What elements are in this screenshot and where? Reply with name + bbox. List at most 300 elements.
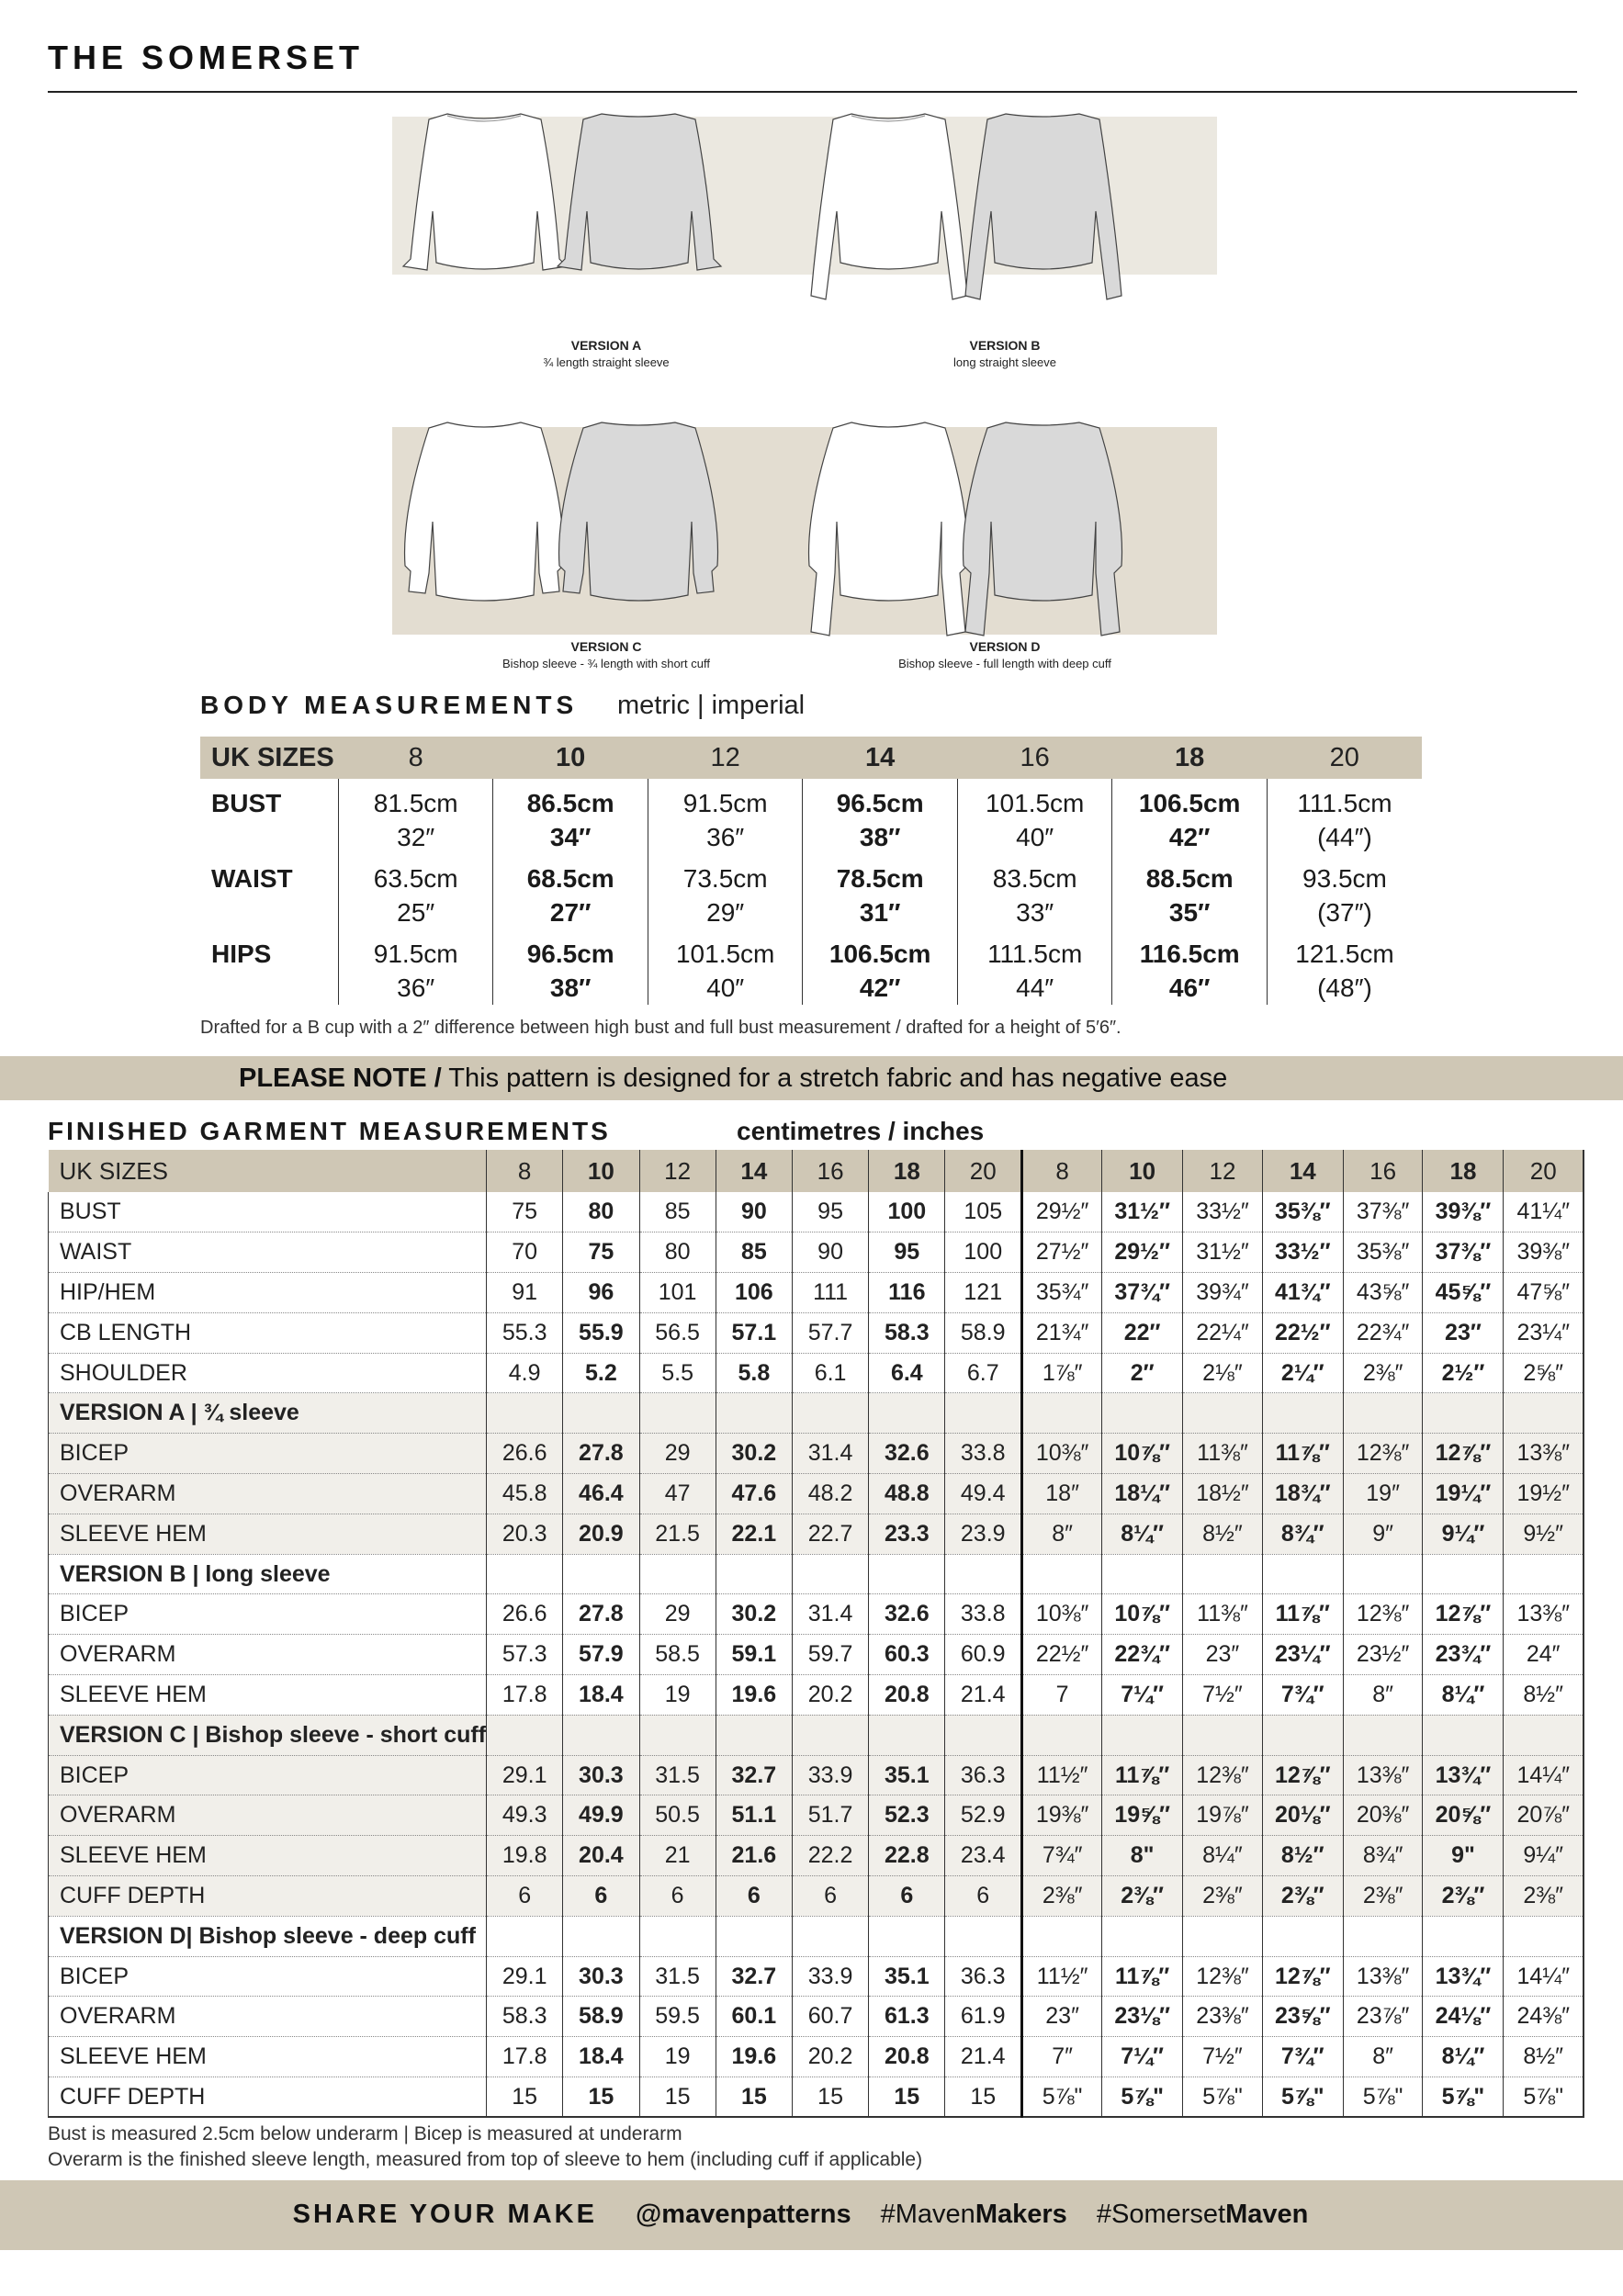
empty-cell: [639, 1916, 716, 1956]
inch-value: 2⅜″: [1504, 1876, 1584, 1917]
inch-value: 39⅜″: [1504, 1232, 1584, 1273]
inch-value: 12⅞″: [1262, 1755, 1343, 1795]
empty-cell: [563, 1554, 639, 1594]
inch-value: 2⅜″: [1183, 1876, 1263, 1917]
empty-cell: [1102, 1715, 1183, 1755]
header-cell: 14: [716, 1150, 792, 1192]
cm-value: 80: [639, 1232, 716, 1273]
inch-value: 39¾″: [1183, 1273, 1263, 1313]
cm-value: 15: [563, 2077, 639, 2118]
section-title: VERSION A | ¾ sleeve: [49, 1393, 487, 1434]
cm-value: 5.8: [716, 1353, 792, 1393]
table-header-row: [49, 1150, 1584, 1192]
empty-cell: [563, 1916, 639, 1956]
cm-value: 60.9: [945, 1635, 1022, 1675]
cm-value: 6: [716, 1876, 792, 1917]
inch-value: 45⅝″: [1423, 1273, 1504, 1313]
inch-value: 10⅜″: [1022, 1434, 1102, 1474]
inch-value: 41¾″: [1262, 1273, 1343, 1313]
please-note-label: PLEASE NOTE /: [239, 1064, 442, 1093]
table-row: [49, 1836, 1584, 1876]
empty-cell: [1423, 1916, 1504, 1956]
cm-value: 30.3: [563, 1956, 639, 1997]
cm-value: 57.7: [792, 1312, 868, 1353]
cm-value: 58.3: [487, 1997, 563, 2037]
cm-value: 36.3: [945, 1755, 1022, 1795]
cm-value: 58.9: [945, 1312, 1022, 1353]
cm-value: 19.6: [716, 1675, 792, 1716]
empty-cell: [1183, 1715, 1263, 1755]
imperial-value: (37″): [1317, 898, 1372, 927]
inch-value: 2⅝″: [1504, 1353, 1584, 1393]
empty-cell: [1504, 1715, 1584, 1755]
cm-value: 49.3: [487, 1795, 563, 1836]
cm-value: 23.3: [869, 1514, 945, 1554]
imperial-value: 31″: [859, 898, 901, 927]
section-header-row: [49, 1393, 1584, 1434]
cm-value: 5.2: [563, 1353, 639, 1393]
empty-cell: [1262, 1554, 1343, 1594]
inch-value: 13¾″: [1423, 1755, 1504, 1795]
cm-value: 29.1: [487, 1956, 563, 1997]
metric-value: 121.5cm: [1295, 940, 1394, 968]
inch-value: 8″: [1343, 1675, 1423, 1716]
cm-value: 20.8: [869, 2037, 945, 2077]
cm-value: 15: [945, 2077, 1022, 2118]
row-label: BICEP: [49, 1755, 487, 1795]
inch-value: 41¼″: [1504, 1192, 1584, 1232]
header-cell: 18: [1112, 737, 1268, 779]
cm-value: 57.3: [487, 1635, 563, 1675]
empty-cell: [1183, 1554, 1263, 1594]
table-row: [49, 1635, 1584, 1675]
inch-value: 5⅞": [1343, 2077, 1423, 2118]
inch-value: 22″: [1102, 1312, 1183, 1353]
table-row: [49, 1192, 1584, 1232]
inch-value: 11⅞″: [1262, 1594, 1343, 1635]
inch-value: 13⅜″: [1343, 1755, 1423, 1795]
inch-value: 23¼″: [1504, 1312, 1584, 1353]
metric-value: 106.5cm: [1138, 789, 1241, 817]
cm-value: 27.8: [563, 1434, 639, 1474]
inch-value: 20⅞″: [1504, 1795, 1584, 1836]
empty-cell: [869, 1715, 945, 1755]
imperial-value: 32″: [397, 823, 435, 851]
inch-value: 35⅜″: [1343, 1232, 1423, 1273]
cm-value: 6.1: [792, 1353, 868, 1393]
metric-value: 91.5cm: [682, 789, 768, 817]
cm-value: 85: [639, 1192, 716, 1232]
cm-value: 19: [639, 2037, 716, 2077]
cm-value: 50.5: [639, 1795, 716, 1836]
finished-garment-heading: FINISHED GARMENT MEASUREMENTS: [48, 1117, 611, 1145]
header-cell: 10: [1102, 1150, 1183, 1192]
table-row: [49, 1474, 1584, 1514]
cm-value: 106: [716, 1273, 792, 1313]
metric-value: 111.5cm: [987, 940, 1083, 968]
metric-value: 83.5cm: [992, 864, 1077, 893]
row-label: CUFF DEPTH: [49, 2077, 487, 2118]
header-cell: 18: [869, 1150, 945, 1192]
inch-value: 8¼″: [1423, 2037, 1504, 2077]
header-cell: 16: [1343, 1150, 1423, 1192]
hashtag-somerset-maven: [1097, 2200, 1309, 2229]
cm-value: 47: [639, 1474, 716, 1514]
inch-value: 5⅞": [1102, 2077, 1183, 2118]
inch-value: 8½″: [1504, 2037, 1584, 2077]
cm-value: 96: [563, 1273, 639, 1313]
row-label: OVERARM: [49, 1635, 487, 1675]
cm-value: 46.4: [563, 1474, 639, 1514]
empty-cell: [1022, 1393, 1102, 1434]
cm-value: 33.9: [792, 1956, 868, 1997]
cm-value: 31.5: [639, 1755, 716, 1795]
share-your-make: SHARE YOUR MAKE: [292, 2200, 597, 2229]
version-d-label: [812, 637, 1198, 672]
cm-value: 70: [487, 1232, 563, 1273]
inch-value: 7¾″: [1022, 1836, 1102, 1876]
body-measurements-table: [200, 737, 1422, 1005]
cm-value: 27.8: [563, 1594, 639, 1635]
header-cell: 14: [1262, 1150, 1343, 1192]
empty-cell: [1423, 1715, 1504, 1755]
cm-value: 116: [869, 1273, 945, 1313]
inch-value: 11⅜″: [1183, 1594, 1263, 1635]
section-header-row: [49, 1715, 1584, 1755]
empty-cell: [1504, 1554, 1584, 1594]
table-row: [49, 1876, 1584, 1917]
cm-value: 20.2: [792, 2037, 868, 2077]
table-row: [49, 1273, 1584, 1313]
inch-value: 23″: [1183, 1635, 1263, 1675]
measurement-cell: [1267, 929, 1422, 1005]
cm-value: 58.3: [869, 1312, 945, 1353]
cm-value: 15: [716, 2077, 792, 2118]
cm-value: 6: [639, 1876, 716, 1917]
table-row: [49, 2077, 1584, 2118]
inch-value: 29½″: [1102, 1232, 1183, 1273]
section-header-row: [49, 1916, 1584, 1956]
empty-cell: [792, 1916, 868, 1956]
row-label: HIP/HEM: [49, 1273, 487, 1313]
inch-value: 7¼″: [1102, 2037, 1183, 2077]
inch-value: 13⅜″: [1504, 1434, 1584, 1474]
cm-value: 95: [792, 1192, 868, 1232]
inch-value: 18½″: [1183, 1474, 1263, 1514]
row-label: SLEEVE HEM: [49, 1514, 487, 1554]
cm-value: 90: [792, 1232, 868, 1273]
measurement-cell: [338, 779, 493, 854]
inch-value: 12⅞″: [1423, 1594, 1504, 1635]
inch-value: 22½″: [1022, 1635, 1102, 1675]
empty-cell: [869, 1554, 945, 1594]
empty-cell: [563, 1715, 639, 1755]
row-label: BICEP: [49, 1956, 487, 1997]
inch-value: 31½″: [1183, 1232, 1263, 1273]
inch-value: 14¼″: [1504, 1956, 1584, 1997]
cm-value: 6: [945, 1876, 1022, 1917]
empty-cell: [792, 1393, 868, 1434]
inch-value: 19⅜″: [1022, 1795, 1102, 1836]
cm-value: 33.9: [792, 1755, 868, 1795]
cm-value: 5.5: [639, 1353, 716, 1393]
please-note-body: This pattern is designed for a stretch fabric and has negative ease: [441, 1064, 1228, 1093]
cm-value: 61.9: [945, 1997, 1022, 2037]
instagram-handle: @mavenpatterns: [636, 2200, 851, 2229]
cm-value: 47.6: [716, 1474, 792, 1514]
cm-value: 33.8: [945, 1434, 1022, 1474]
inch-value: 24⅛″: [1423, 1997, 1504, 2037]
imperial-value: 27″: [549, 898, 592, 927]
cm-value: 60.3: [869, 1635, 945, 1675]
cm-value: 59.7: [792, 1635, 868, 1675]
cm-value: 21.4: [945, 1675, 1022, 1716]
imperial-value: 25″: [397, 898, 435, 927]
cm-value: 58.9: [563, 1997, 639, 2037]
inch-value: 8¾″: [1262, 1514, 1343, 1554]
garment-illustrations-ab: [392, 103, 1217, 342]
version-d-name: VERSION D: [969, 639, 1041, 654]
empty-cell: [869, 1916, 945, 1956]
row-label: BUST: [49, 1192, 487, 1232]
cm-value: 20.3: [487, 1514, 563, 1554]
inch-value: 23⅞″: [1343, 1997, 1423, 2037]
version-c-label: [413, 637, 799, 672]
cm-value: 100: [945, 1232, 1022, 1273]
cm-value: 6.7: [945, 1353, 1022, 1393]
garment-illustrations-cd: [392, 411, 1217, 650]
cm-value: 32.6: [869, 1594, 945, 1635]
header-cell: 12: [1183, 1150, 1263, 1192]
empty-cell: [1022, 1715, 1102, 1755]
inch-value: 1⅞″: [1022, 1353, 1102, 1393]
inch-value: 18″: [1022, 1474, 1102, 1514]
inch-value: 10⅜″: [1022, 1594, 1102, 1635]
cm-value: 20.9: [563, 1514, 639, 1554]
metric-value: 91.5cm: [373, 940, 458, 968]
empty-cell: [945, 1715, 1022, 1755]
empty-cell: [869, 1393, 945, 1434]
cm-value: 29: [639, 1434, 716, 1474]
imperial-value: 38″: [859, 823, 901, 851]
imperial-value: 36″: [706, 823, 745, 851]
empty-cell: [1183, 1916, 1263, 1956]
inch-value: 24″: [1504, 1635, 1584, 1675]
section-title: VERSION D| Bishop sleeve - deep cuff: [49, 1916, 487, 1956]
header-cell: 18: [1423, 1150, 1504, 1192]
inch-value: 8¼″: [1183, 1836, 1263, 1876]
inch-value: 21¾″: [1022, 1312, 1102, 1353]
measurement-cell: [493, 854, 648, 929]
cm-value: 6.4: [869, 1353, 945, 1393]
inch-value: 23″: [1022, 1997, 1102, 2037]
metric-value: 106.5cm: [828, 940, 931, 968]
imperial-value: 40″: [1016, 823, 1054, 851]
header-cell: 20: [945, 1150, 1022, 1192]
cm-value: 32.7: [716, 1755, 792, 1795]
version-a-label: [413, 336, 799, 371]
metric-value: 63.5cm: [373, 864, 458, 893]
section-title: VERSION C | Bishop sleeve - short cuff: [49, 1715, 487, 1755]
measurement-cell: [1267, 779, 1422, 854]
measurement-cell: [493, 929, 648, 1005]
inch-value: 10⅞″: [1102, 1594, 1183, 1635]
metric-value: 116.5cm: [1139, 940, 1240, 968]
version-d-desc: Bishop sleeve - full length with deep cuff: [898, 657, 1111, 670]
cm-value: 51.1: [716, 1795, 792, 1836]
inch-value: 9″: [1343, 1514, 1423, 1554]
metric-value: 101.5cm: [675, 940, 775, 968]
inch-value: 2¼″: [1262, 1353, 1343, 1393]
empty-cell: [1102, 1554, 1183, 1594]
row-label: WAIST: [211, 864, 293, 893]
row-label: WAIST: [49, 1232, 487, 1273]
cm-value: 36.3: [945, 1956, 1022, 1997]
hashtag-bold: Maven: [1225, 2200, 1309, 2229]
cm-value: 49.4: [945, 1474, 1022, 1514]
table-row: [49, 1312, 1584, 1353]
metric-value: 86.5cm: [526, 789, 614, 817]
measurement-cell: [1112, 929, 1268, 1005]
cm-value: 59.1: [716, 1635, 792, 1675]
cm-value: 15: [487, 2077, 563, 2118]
inch-value: 8¾″: [1343, 1836, 1423, 1876]
inch-value: 11⅞″: [1102, 1755, 1183, 1795]
cm-value: 30.2: [716, 1594, 792, 1635]
inch-value: 7¾″: [1262, 2037, 1343, 2077]
cm-value: 55.9: [563, 1312, 639, 1353]
inch-value: 8½″: [1183, 1514, 1263, 1554]
table-row: [200, 854, 1422, 929]
inch-value: 37¾″: [1102, 1273, 1183, 1313]
cm-value: 51.7: [792, 1795, 868, 1836]
imperial-value: (44″): [1317, 823, 1372, 851]
version-a-name: VERSION A: [570, 338, 642, 353]
inch-value: 7: [1022, 1675, 1102, 1716]
cm-value: 57.1: [716, 1312, 792, 1353]
cm-value: 60.7: [792, 1997, 868, 2037]
metric-value: 101.5cm: [985, 789, 1085, 817]
inch-value: 23″: [1423, 1312, 1504, 1353]
table-row: [49, 1594, 1584, 1635]
header-cell: 8: [338, 737, 493, 779]
inch-value: 29½″: [1022, 1192, 1102, 1232]
inch-value: 2″: [1102, 1353, 1183, 1393]
cm-value: 56.5: [639, 1312, 716, 1353]
cm-value: 35.1: [869, 1755, 945, 1795]
empty-cell: [1343, 1393, 1423, 1434]
empty-cell: [1262, 1393, 1343, 1434]
hashtag-maven-makers: [881, 2200, 1067, 2229]
row-label: SLEEVE HEM: [49, 1836, 487, 1876]
empty-cell: [1343, 1554, 1423, 1594]
cm-value: 19.6: [716, 2037, 792, 2077]
cm-value: 21.4: [945, 2037, 1022, 2077]
version-a-desc: ¾ length straight sleeve: [543, 355, 670, 369]
header-cell: 12: [648, 737, 803, 779]
measurement-cell: [338, 854, 493, 929]
inch-value: 2⅛″: [1183, 1353, 1263, 1393]
inch-value: 13⅜″: [1343, 1956, 1423, 1997]
measurement-cell: [1112, 854, 1268, 929]
measurement-cell: [803, 779, 958, 854]
inch-value: 19⅞″: [1183, 1795, 1263, 1836]
inch-value: 20⅝″: [1423, 1795, 1504, 1836]
hashtag-bold: Makers: [975, 2200, 1067, 2229]
inch-value: 33½″: [1262, 1232, 1343, 1273]
empty-cell: [1022, 1554, 1102, 1594]
cm-value: 105: [945, 1192, 1022, 1232]
please-note-text: [239, 1064, 1227, 1094]
cm-value: 48.8: [869, 1474, 945, 1514]
cm-value: 31.4: [792, 1594, 868, 1635]
table-row: [49, 1353, 1584, 1393]
inch-value: 8½″: [1504, 1675, 1584, 1716]
header-cell: 8: [487, 1150, 563, 1192]
inch-value: 12⅞″: [1262, 1956, 1343, 1997]
cm-value: 85: [716, 1232, 792, 1273]
cm-value: 29.1: [487, 1755, 563, 1795]
inch-value: 8″: [1343, 2037, 1423, 2077]
inch-value: 24⅜″: [1504, 1997, 1584, 2037]
empty-cell: [1504, 1916, 1584, 1956]
inch-value: 23⅝″: [1262, 1997, 1343, 2037]
empty-cell: [945, 1916, 1022, 1956]
inch-value: 23½″: [1343, 1635, 1423, 1675]
body-measurements-units: metric | imperial: [617, 691, 806, 720]
metric-value: 68.5cm: [526, 864, 614, 893]
table-row: [200, 779, 1422, 854]
cm-value: 21.5: [639, 1514, 716, 1554]
metric-value: 111.5cm: [1297, 789, 1392, 817]
imperial-value: 36″: [397, 974, 435, 1002]
cm-value: 29: [639, 1594, 716, 1635]
cm-value: 52.9: [945, 1795, 1022, 1836]
cm-value: 52.3: [869, 1795, 945, 1836]
metric-value: 93.5cm: [1302, 864, 1387, 893]
inch-value: 11⅞″: [1262, 1434, 1343, 1474]
cm-value: 15: [792, 2077, 868, 2118]
inch-value: 22¼″: [1183, 1312, 1263, 1353]
empty-cell: [716, 1554, 792, 1594]
inch-value: 11½″: [1022, 1755, 1102, 1795]
empty-cell: [945, 1393, 1022, 1434]
inch-value: 7¼″: [1102, 1675, 1183, 1716]
metric-value: 73.5cm: [682, 864, 768, 893]
header-cell: 10: [563, 1150, 639, 1192]
inch-value: 27½″: [1022, 1232, 1102, 1273]
empty-cell: [1423, 1393, 1504, 1434]
table-row: [49, 1997, 1584, 2037]
inch-value: 10⅞″: [1102, 1434, 1183, 1474]
cm-value: 15: [869, 2077, 945, 2118]
cm-value: 61.3: [869, 1997, 945, 2037]
measurement-cell: [338, 929, 493, 1005]
empty-cell: [792, 1715, 868, 1755]
row-label: SHOULDER: [49, 1353, 487, 1393]
inch-value: 2⅜″: [1022, 1876, 1102, 1917]
measurement-cell: [648, 854, 803, 929]
cm-value: 23.9: [945, 1514, 1022, 1554]
inch-value: 22¾″: [1343, 1312, 1423, 1353]
inch-value: 20⅛″: [1262, 1795, 1343, 1836]
finished-garment-rows: [49, 1192, 1584, 2117]
table-row: [49, 1434, 1584, 1474]
imperial-value: 40″: [706, 974, 745, 1002]
inch-value: 12⅜″: [1183, 1755, 1263, 1795]
cm-value: 58.5: [639, 1635, 716, 1675]
imperial-value: 34″: [549, 823, 592, 851]
